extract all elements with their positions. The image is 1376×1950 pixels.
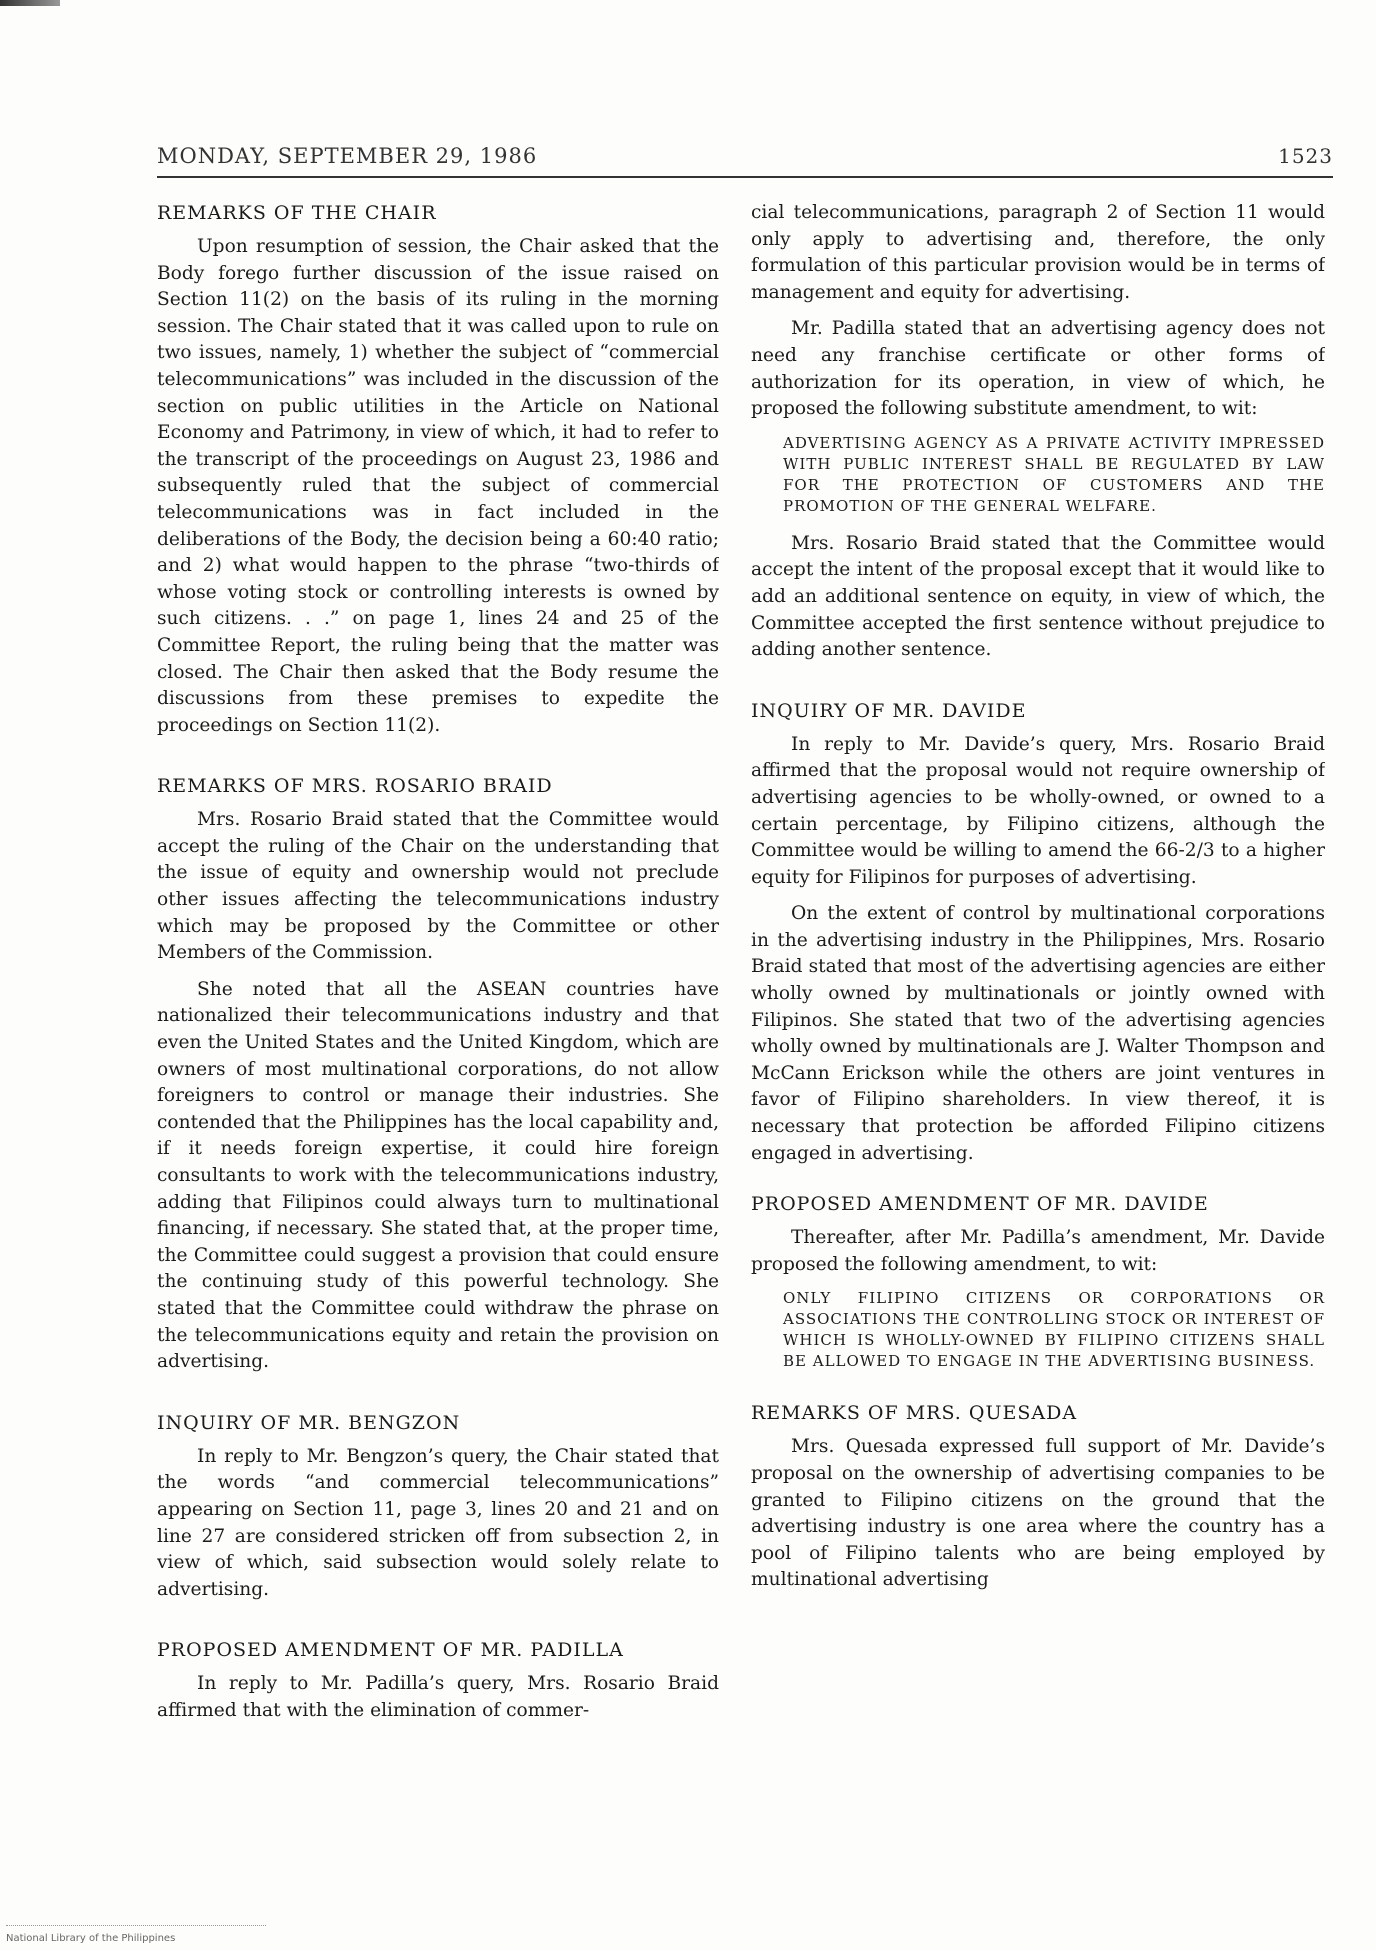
- paragraph: On the extent of control by multinational corporations in the advertising industry in the Philippines, Mrs. Rosario Braid stated that most of the advertising agencies are either wholly owned by multinationals or jointly owned with Filipinos. She stated that two of the advertising agencies wholly owned by multinationals are J. Walter Thompson and McCann Erickson while the others are joint ventures in favor of Filipino shareholders. In view thereof, it is necessary that protection be afforded Filipino citizens engaged in advertising.: [751, 903, 1325, 1164]
- section-heading: PROPOSED AMENDMENT OF MR. PADILLA: [157, 1639, 624, 1662]
- paragraph: Mrs. Quesada expressed full support of Mr. Davide’s proposal on the ownership of advertising companies to be granted to Filipino citizens on the ground that the advertising industry is one area where the country has a pool of Filipino talents who are being employed by multinational advertising: [751, 1436, 1325, 1591]
- page-number: 1523: [1278, 144, 1333, 168]
- paragraph: Mrs. Rosario Braid stated that the Committee would accept the intent of the proposal except that it would like to add an additional sentence on equity, in view of which, the Committee accepted the first sentence without prejudice to adding another sentence.: [751, 532, 1325, 661]
- left-column: [157, 200, 719, 1800]
- section-heading: INQUIRY OF MR. DAVIDE: [751, 699, 1027, 722]
- section-heading: REMARKS OF MRS. QUESADA: [751, 1402, 1078, 1425]
- scan-corner-mark: [0, 0, 60, 6]
- paragraph: Mrs. Rosario Braid stated that the Committee would accept the ruling of the Chair on the understanding that the issue of equity and ownership would not preclude other issues affecting the telecommunications industry which may be proposed by the Committee or other Members of the Commission.: [157, 809, 719, 964]
- section-heading: REMARKS OF MRS. ROSARIO BRAID: [157, 775, 553, 798]
- quoted-amendment: ADVERTISING AGENCY AS A PRIVATE ACTIVITY IMPRESSED WITH PUBLIC INTEREST SHALL BE REGULATED BY LAW FOR THE PROTECTION OF CUSTOMERS AND THE PROMOTION OF THE GENERAL WELFARE.: [783, 433, 1325, 515]
- header-date: MONDAY, SEPTEMBER 29, 1986: [157, 144, 538, 168]
- library-name: National Library of the Philippines: [6, 1933, 176, 1944]
- paragraph: She noted that all the ASEAN countries have nationalized their telecommunications industry and that even the United States and the United Kingdom, which are owners of most multinational corporations, do not allow foreigners to control or manage their industries. She contended that the Philippines has the local capability and, if it needs foreign expertise, it could hire foreign consultants to work with the telecommunications industry, adding that Filipinos could always turn to multinational financing, if necessary. She stated that, at the proper time, the Committee could suggest a provision that could ensure the continuing study of this powerful technology. She stated that the Committee could withdraw the phrase on the telecommunications equity and retain the provision on advertising.: [157, 978, 719, 1373]
- library-stamp: [6, 1903, 266, 1926]
- paragraph: Thereafter, after Mr. Padilla’s amendment, Mr. Davide proposed the following amendment, to wit:: [751, 1227, 1325, 1275]
- paragraph: Upon resumption of session, the Chair asked that the Body forego further discussion of the issue raised on Section 11(2) on the basis of its ruling in the morning session. The Chair stated that it was called upon to rule on two issues, namely, 1) whether the subject of “commercial telecommunications” was included in the discussion of the section on public utilities in the Article on National Economy and Patrimony, in view of which, it had to refer to the transcript of the proceedings on August 23, 1986 and subsequently ruled that the subject of commercial telecommunications was in fact included in the deliberations of the Body, the decision being a 60:40 ratio; and 2) what would happen to the phrase “two-thirds of whose voting stock or controlling interests is owned by such citizens. . .” on page 1, lines 24 and 25 of the Committee Report, the ruling being that the matter was closed. The Chair then asked that the Body resume the discussions from these premises to expedite the proceedings on Section 11(2).: [157, 236, 719, 736]
- paragraph: cial telecommunications, paragraph 2 of Section 11 would only apply to advertising and, therefore, the only formulation of this particular provision would be in terms of management and equity for advertising.: [751, 202, 1325, 303]
- paragraph: In reply to Mr. Bengzon’s query, the Chair stated that the words “and commercial telecommunications” appearing on Section 11, page 3, lines 20 and 21 and on line 27 are considered stricken off from subsection 2, in view of which, said subsection would solely relate to advertising.: [157, 1445, 719, 1600]
- quoted-amendment: ONLY FILIPINO CITIZENS OR CORPORATIONS OR ASSOCIATIONS THE CONTROLLING STOCK OR INTEREST OF WHICH IS WHOLLY-OWNED BY FILIPINO CITIZENS SHALL BE ALLOWED TO ENGAGE IN THE ADVERTISING BUSINESS.: [783, 1289, 1325, 1371]
- paragraph: In reply to Mr. Davide’s query, Mrs. Rosario Braid affirmed that the proposal would not require ownership of advertising agencies to be wholly-owned, or owned to a certain percentage, by Filipino citizens, although the Committee would be willing to amend the 66-2/3 to a higher equity for Filipinos for purposes of advertising.: [751, 733, 1325, 888]
- paragraph: Mr. Padilla stated that an advertising agency does not need any franchise certificate or other forms of authorization for its operation, in view of which, he proposed the following substitute amendment, to wit:: [751, 318, 1325, 420]
- paragraph: In reply to Mr. Padilla’s query, Mrs. Rosario Braid affirmed that with the elimination of commer-: [157, 1673, 719, 1721]
- page-header: [157, 142, 1333, 178]
- section-heading: REMARKS OF THE CHAIR: [157, 202, 437, 224]
- section-heading: INQUIRY OF MR. BENGZON: [157, 1411, 461, 1434]
- right-column: [751, 200, 1325, 1800]
- section-heading: PROPOSED AMENDMENT OF MR. DAVIDE: [751, 1193, 1209, 1216]
